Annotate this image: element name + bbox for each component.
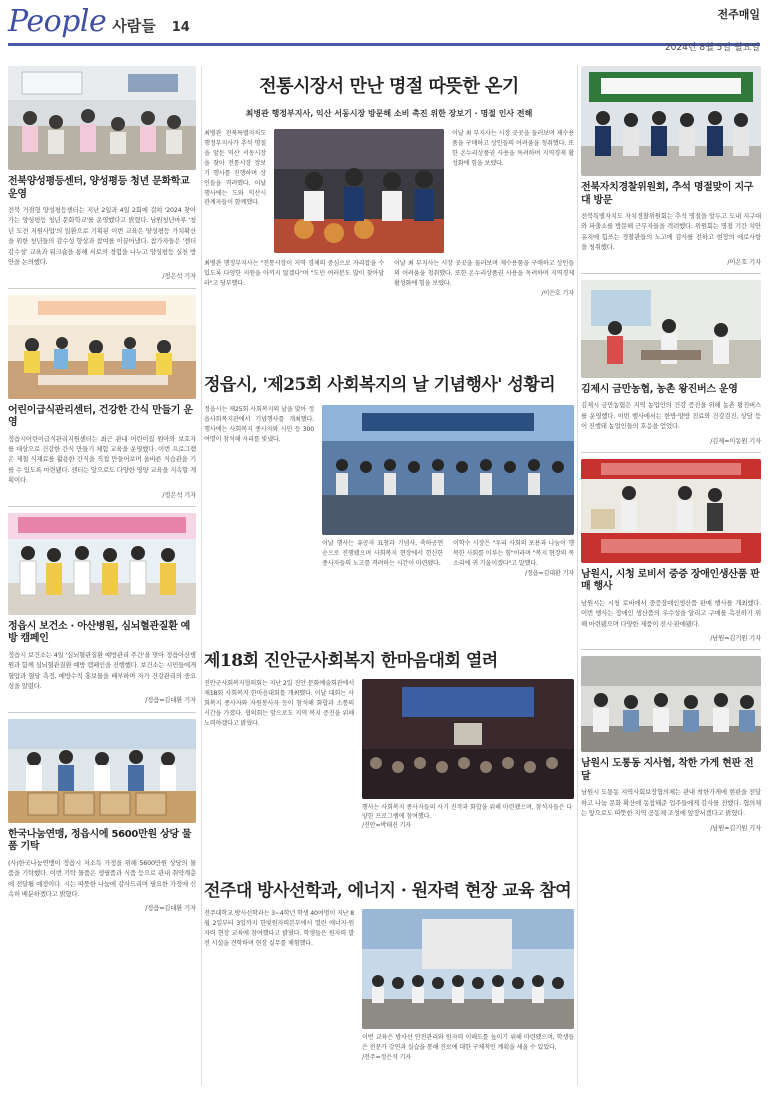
article-col: 정읍시는 제25회 사회복지의 날을 맞아 정읍사회복지관에서 기념행사를 개최했다. 행사에는 사회복지 종사자와 시민 등 300여명이 참석해 자리를 빛냈다. xyxy=(204,406,314,443)
article xyxy=(581,459,761,644)
article xyxy=(8,513,196,706)
article-photo xyxy=(8,295,196,399)
article xyxy=(581,656,761,833)
article xyxy=(581,66,761,267)
article-body: 남원시 도통동 지역사회보장협의체는 관내 착한가게에 현판을 전달하고 나눔 문화 확산에 동참해준 업주들에게 감사를 전했다. 협의체는 앞으로도 따뜻한 지역 공동체 조성에 앞장서겠다고 밝혔다. xyxy=(581,788,761,818)
article xyxy=(8,719,196,914)
column-divider xyxy=(201,66,202,1086)
article-title: 남원시 도통동 지사협, 착한 가게 현판 전달 xyxy=(581,758,754,782)
column-divider xyxy=(577,66,578,1086)
article xyxy=(581,280,761,446)
section-title-kr: 사람들 xyxy=(112,17,156,35)
photo-caption: 행사는 사회복지 종사자들의 사기 진작과 화합을 위해 마련됐으며, 참석자들은 다양한 프로그램에 참여했다. xyxy=(362,804,573,820)
article-photo xyxy=(8,513,196,615)
article-title: 제18회 진안군사회복지 한마음대회 열려 xyxy=(204,651,498,671)
lead-col: 이날 최 부지사는 시장 곳곳을 둘러보며 제수용품을 구매하고 상인들의 어려움을 청취했다. 또한 온누리상품권 사용을 독려하며 지역경제 활성화에 힘을 보탰다. xyxy=(452,130,574,167)
byline: /정은석 기자 xyxy=(162,272,196,281)
article-title: 남원시, 시청 로비서 중증 장애인생산품 판매 행사 xyxy=(581,568,760,593)
byline: /이은호 기자 xyxy=(727,257,761,266)
article-photo xyxy=(581,656,761,752)
article-body: 전북 거점형 양성평등센터는 지난 2일과 4일 2회에 걸쳐 '2024 찾아가는 양성평등 청년 문화학교'를 운영했다고 밝혔다. 남원청년마루 '청년 도전 지원사업'의 일환으로 기획된 이번 교육은 양성평등 가치확산을 위한 청년들의 감수성 향상과 참여를 이끌어냈다. 참가자들은 '젠더 감수성' 교육과 워크숍을 통해 서로의 경험을 나누고 양성평등 실천 방안을 논의했다. xyxy=(8,206,196,266)
lead-photo xyxy=(274,129,444,253)
article-col: 이번 교육은 방사선 안전관리와 원자력 이해도를 높이기 위해 마련됐으며, 학생들은 전문가 강연과 실습을 통해 진로에 대한 구체적인 계획을 세울 수 있었다. xyxy=(362,1034,574,1051)
masthead xyxy=(8,0,760,53)
lead-subtitle: 최병관 행정부지사, 익산 서동시장 방문해 소비 촉진 위한 장보기 · 명절 인사 전해 xyxy=(245,109,533,118)
paper-name: 전주매일 xyxy=(717,8,760,21)
section-title-en: People xyxy=(8,4,107,39)
article-title: 어린이급식관리센터, 건강한 간식 만들기 운영 xyxy=(8,404,193,429)
article xyxy=(8,295,196,500)
article-photo xyxy=(581,66,761,176)
article-body: 진안군사회복지협의회는 지난 2일 진안 문화예술회관에서 제18회 사회복지 한마음대회를 개최했다. 이날 대회는 사회복지 종사자와 자원봉사자 등이 참석해 화합과 소통의 시간을 가졌다. 협의회는 앞으로도 지역 복지 증진을 위해 노력하겠다고 밝혔다. xyxy=(204,680,354,727)
byline: /전주=정은석 기자 xyxy=(362,1053,412,1061)
page-number: 14 xyxy=(171,20,190,35)
article-col: 전주대학교 방사선학과는 3~4학년 학생 40여명이 지난 8월 2일부터 3일까지 한빛원자력본부에서 열린 에너지·원자력 현장 교육에 참여했다고 밝혔다. 학생들은 원자력 발전 시설을 견학하며 현장 실무를 체험했다. xyxy=(204,910,354,947)
article-body: 김제시 금만농협은 지역 농업인의 건강 증진을 위해 농촌 왕진버스를 운영했다. 이번 행사에서는 한방·양방 진료와 건강검진, 상담 등이 진행돼 농업인들의 호응을 얻었다. xyxy=(581,401,761,431)
byline: /정읍=김대환 기자 xyxy=(145,904,196,913)
byline: /남원=김기원 기자 xyxy=(710,634,761,642)
jeonju-article xyxy=(204,876,574,1063)
article-title: 한국나눔연맹, 정읍시에 5600만원 상당 물품 기탁 xyxy=(8,828,192,853)
byline: /김제=이동원 기자 xyxy=(710,436,761,445)
welfare-article xyxy=(204,370,574,579)
lead-col: 최병관 행정부지사는 "전통시장이 지역 경제의 중심으로 자리잡을 수 있도록 다양한 지원을 아끼지 않겠다"며 "도민 여러분도 많이 찾아달라"고 당부했다. xyxy=(204,260,384,287)
article-col: 이날 행사는 유공자 표창과 기념사, 축하공연 순으로 진행됐으며 사회복지 현장에서 헌신한 종사자들의 노고를 격려하는 시간이 마련됐다. xyxy=(322,540,443,567)
right-column xyxy=(581,66,761,833)
lead-col: 이날 최 부지사는 시장 곳곳을 둘러보며 제수용품을 구매하고 상인들의 어려움을 청취했다. 또한 온누리상품권 사용을 독려하며 지역경제 활성화에 힘을 보탰다. /이은호 기자 xyxy=(394,260,574,297)
byline: /남원=김기원 기자 xyxy=(710,823,761,832)
center-column xyxy=(204,72,574,299)
article-photo xyxy=(581,459,761,563)
article-photo xyxy=(362,679,574,799)
left-column xyxy=(8,66,196,914)
issue-date: 2024년 8월 5일 월요일 xyxy=(664,43,760,53)
jinan-article xyxy=(204,646,574,831)
lead-article xyxy=(204,72,574,299)
byline: /정읍=김대환 기자 xyxy=(524,569,574,577)
article-title: 정읍시 보건소 · 아산병원, 심뇌혈관질환 예방 캠페인 xyxy=(8,620,191,645)
article-body: 정읍시 보건소는 4일 '심뇌혈관질환 예방관리 주간'을 맞아 정읍아산병원과 함께 심뇌혈관질환 예방 캠페인을 진행했다. 보건소는 시민들에게 혈압과 혈당 측정, 예방수칙 홍보물을 배부하며 자가 건강관리의 중요성을 알렸다. xyxy=(8,650,196,690)
article-title: 전북자치경찰위원회, 추석 명절맞이 지구대 방문 xyxy=(581,182,754,206)
article-body: 남원시는 시청 로비에서 중증장애인생산품 판매 행사를 개최했다. 이번 행사는 장애인 생산품의 우수성을 알리고 구매를 촉진하기 위해 마련됐으며 다양한 제품이 전시·판매됐다. xyxy=(581,598,761,628)
article-photo xyxy=(322,405,574,535)
byline: /정읍=김대환 기자 xyxy=(145,696,196,705)
article xyxy=(8,66,196,282)
article-photo xyxy=(581,280,761,378)
byline: /정은석 기자 xyxy=(162,490,196,499)
article-photo xyxy=(8,719,196,823)
article-title: 전북양성평등센터, 양성평등 청년 문화학교 운영 xyxy=(8,176,190,200)
byline: /진안=박태진 기자 xyxy=(362,822,412,829)
lead-col: 최병관 전북특별자치도 행정부지사가 추석 명절을 앞둔 익산 서동시장을 찾아 전통시장 장보기 행사를 진행하며 상인들을 격려했다. 이날 행사에는 도와 익산시 관계자들이 함께했다. xyxy=(204,130,266,207)
article-title: 전주대 방사선학과, 에너지 · 원자력 현장 교육 참여 xyxy=(204,881,572,901)
article-photo xyxy=(362,909,574,1029)
article-body: 전북특별자치도 자치경찰위원회는 추석 명절을 앞두고 도내 지구대와 파출소를 방문해 근무자들을 격려했다. 위원회는 명절 기간 치안 유지에 힘쓰는 경찰관들의 노고에 감사를 전하고 현장의 애로사항을 청취했다. xyxy=(581,212,761,252)
article-title: 김제시 금만농협, 농촌 왕진버스 운영 xyxy=(581,383,738,395)
article-photo xyxy=(8,66,196,170)
article-body: 정읍시어린이급식관리지원센터는 최근 관내 어린이집 원아와 보호자를 대상으로 건강한 간식 만들기 체험 교육을 운영했다. 이번 프로그램은 제철 식재료를 활용한 간식을 직접 만들어보며 올바른 식습관을 기를 수 있도록 마련됐다. 센터는 앞으로도 다양한 영양 교육을 지속할 계획이다. xyxy=(8,434,196,485)
article-col: 이학수 시장은 "우리 사회의 포용과 나눔이 행복한 사회를 이루는 힘"이라며 "복지 현장의 목소리에 귀 기울이겠다"고 말했다. /정읍=김대환 기자 xyxy=(453,540,574,577)
article-title: 정읍시, '제25회 사회복지의 날 기념행사' 성황리 xyxy=(204,375,556,395)
byline: /이은호 기자 xyxy=(541,289,574,297)
article-body: (사)한국나눔연맹이 정읍시 저소득 가정을 위해 5600만원 상당의 물품을 기탁했다. 이번 기탁 물품은 생필품과 식품 등으로 관내 취약계층에 전달될 예정이다. 시는 따뜻한 나눔에 감사드리며 필요한 가정에 신속히 배분하겠다고 밝혔다. xyxy=(8,858,196,898)
lead-title: 전통시장서 만난 명절 따뜻한 온기 xyxy=(259,76,519,97)
